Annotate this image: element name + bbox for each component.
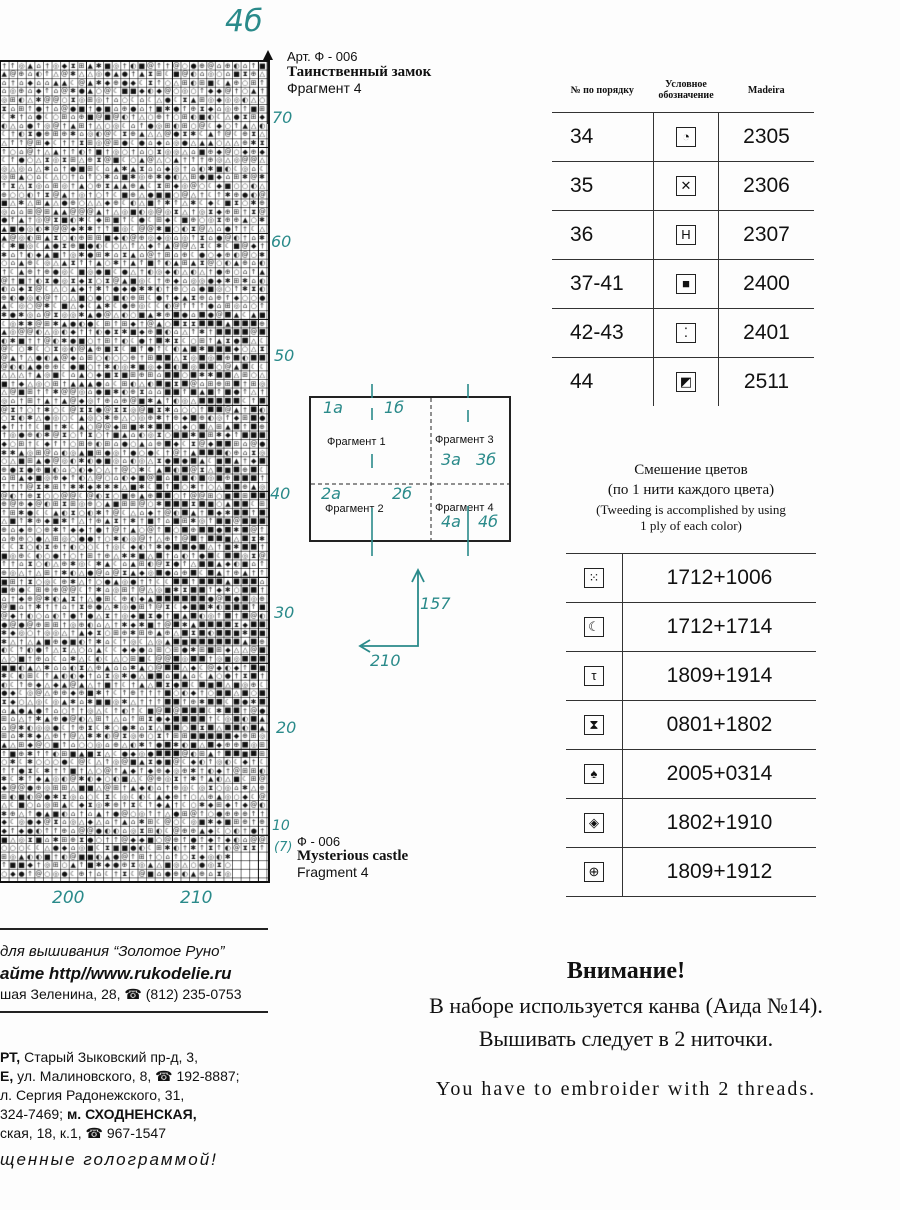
blend-value: 2005+0314 (623, 750, 817, 799)
key-row (552, 358, 814, 407)
blend-note-line-1: (Tweeding is accomplished by using (596, 502, 786, 517)
arrow-left-value: 210 (370, 651, 401, 670)
store-2-text: ул. Малиновского, 8, ☎ 192-8887; (13, 1068, 240, 1084)
fragment-1-label: Фрагмент 1 (327, 436, 386, 448)
key-number: 34 (552, 113, 654, 162)
store-line-4 (0, 1106, 197, 1122)
hologram-note: щенные голограммой! (0, 1150, 218, 1169)
notice-line-2: Вышивать следует в 2 ниточки. (478, 1026, 774, 1051)
hourglass-symbol-icon: ⧗ (584, 715, 604, 735)
diamond-symbol-icon: ◈ (584, 813, 604, 833)
row-label-50: 50 (274, 346, 295, 365)
store-1-bold: РТ, (0, 1049, 21, 1065)
store-1-text: Старый Зыковский пр-д, 3, (20, 1049, 198, 1065)
blend-row (566, 848, 816, 897)
col-label-200: 200 (52, 888, 85, 908)
mark-2a: 2а (321, 484, 341, 503)
mark-3b: 3б (476, 450, 497, 469)
store-2-bold: Е, (0, 1068, 14, 1084)
row-label-7: (7) (274, 840, 293, 855)
cross-stitch-chart (0, 60, 270, 883)
blend-value: 1712+1714 (623, 603, 817, 652)
mark-2b: 2б (392, 484, 413, 503)
publisher-url-link[interactable]: http//www.rukodelie.ru (48, 964, 232, 983)
notice-line-3: You have to embroider with 2 threads. (435, 1078, 817, 1100)
article-number: Арт. Ф - 006 (287, 49, 358, 64)
mark-1a: 1а (323, 398, 343, 417)
blend-value: 1809+1914 (623, 652, 817, 701)
store-4-text: 324-7469; (0, 1106, 64, 1122)
key-row (552, 113, 814, 162)
arrow-up-value: 157 (420, 594, 451, 613)
spade-symbol-icon: ♠ (584, 764, 604, 784)
fragment-4-label: Фрагмент 4 (435, 502, 494, 514)
publisher-line-1: для вышивания “Золотое Руно” (0, 943, 225, 960)
clock-symbol-icon: ◔ (676, 127, 696, 147)
blend-row (566, 603, 816, 652)
key-number: 44 (552, 358, 654, 407)
mark-3a: 3а (441, 450, 461, 469)
key-code: 2511 (719, 358, 815, 407)
fragment-2-label: Фрагмент 2 (325, 503, 384, 515)
publisher-top-rule (0, 928, 268, 930)
key-code: 2307 (719, 211, 815, 260)
blend-table (566, 553, 816, 897)
madeira-key-table (552, 68, 814, 406)
blend-row (566, 799, 816, 848)
handwritten-page-mark: 4б (225, 4, 263, 39)
footer-article: Ф - 006 (297, 834, 341, 849)
key-code: 2400 (719, 260, 815, 309)
row-label-60: 60 (271, 232, 292, 251)
key-code: 2305 (719, 113, 815, 162)
row-label-10: 10 (272, 818, 290, 834)
chart-symbol-canvas (0, 61, 268, 881)
dots-grid-symbol-icon: ⁙ (584, 568, 604, 588)
row-label-70: 70 (272, 108, 293, 127)
half-square-symbol-icon: ◩ (676, 372, 696, 392)
publisher-bottom-rule (0, 1011, 268, 1013)
store-line-3: л. Сергия Радонежского, 31, (0, 1087, 185, 1103)
row-label-20: 20 (276, 718, 297, 737)
key-header-madeira: Madeira (747, 84, 785, 96)
two-dots-symbol-icon: ⁚ (676, 323, 696, 343)
key-row (552, 211, 814, 260)
mark-4b: 4б (478, 512, 499, 531)
cross-circle-symbol-icon: ⊕ (584, 862, 604, 882)
key-number: 42-43 (552, 309, 654, 358)
blend-title: Смешение цветов (634, 462, 748, 478)
key-number: 35 (552, 162, 654, 211)
blend-subtitle: (по 1 нити каждого цвета) (607, 482, 775, 498)
blend-value: 1809+1912 (623, 848, 817, 897)
filled-square-symbol-icon: ■ (676, 274, 696, 294)
mark-4a: 4а (441, 512, 461, 531)
blend-row (566, 701, 816, 750)
fragment-ru: Фрагмент 4 (287, 80, 362, 96)
store-line-2 (0, 1068, 240, 1085)
key-row (552, 260, 814, 309)
key-code: 2401 (719, 309, 815, 358)
key-code: 2306 (719, 162, 815, 211)
cross-symbol-icon: ✕ (676, 176, 696, 196)
key-header-symbol: Условное обозначение (658, 79, 714, 101)
row-label-40: 40 (270, 484, 291, 503)
key-row (552, 162, 814, 211)
store-line-5: ская, 18, к.1, ☎ 967-1547 (0, 1125, 167, 1141)
key-row (552, 309, 814, 358)
blend-row (566, 554, 816, 603)
fragment-en: Fragment 4 (297, 864, 369, 880)
publisher-line-3: шая Зеленина, 28, ☎ (812) 235-0753 (0, 986, 242, 1002)
blend-row (566, 652, 816, 701)
col-label-210: 210 (180, 888, 213, 908)
notice-line-1: В наборе используется канва (Аида №14). (429, 993, 823, 1018)
mark-1b: 1б (384, 398, 405, 417)
key-header-number: № по порядку (570, 84, 634, 96)
h-symbol-icon: H (676, 225, 696, 245)
moon-symbol-icon: ☾ (584, 617, 604, 637)
blend-row (566, 750, 816, 799)
notice-title: Внимание! (566, 958, 686, 984)
publisher-website (0, 964, 232, 984)
blend-note-line-2: 1 ply of each color) (640, 518, 742, 533)
key-number: 36 (552, 211, 654, 260)
fragment-3-label: Фрагмент 3 (435, 434, 494, 446)
store-4-bold: м. СХОДНЕНСКАЯ, (63, 1106, 197, 1122)
blend-value: 1802+1910 (623, 799, 817, 848)
blend-value: 1712+1006 (623, 554, 817, 603)
store-line-1 (0, 1049, 198, 1065)
coordinate-arrows-icon (352, 566, 432, 662)
title-ru: Таинственный замок (287, 64, 432, 80)
title-en: Mysterious castle (297, 848, 409, 864)
row-label-30: 30 (274, 603, 295, 622)
publisher-site-prefix: айте (0, 964, 45, 983)
tau-symbol-icon: τ (584, 666, 604, 686)
blend-value: 0801+1802 (623, 701, 817, 750)
key-number: 37-41 (552, 260, 654, 309)
